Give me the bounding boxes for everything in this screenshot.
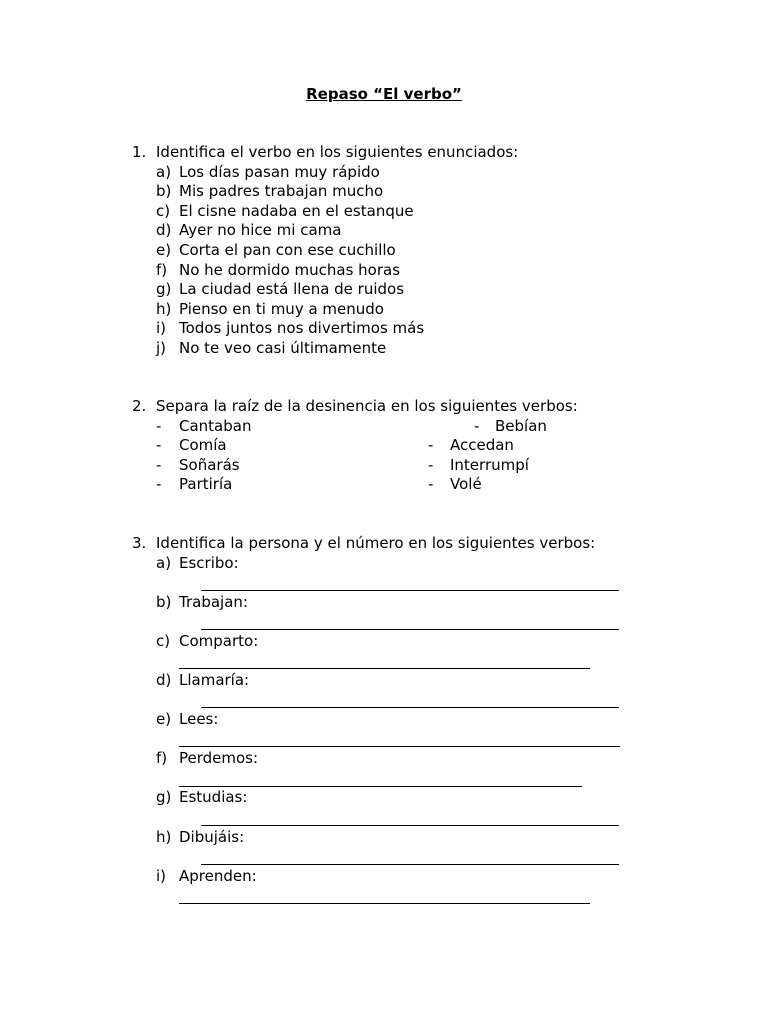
page-title: Repaso “El verbo” xyxy=(306,85,462,103)
bullet-dash: - xyxy=(156,475,162,494)
q1-item-text: No he dormido muchas horas xyxy=(179,260,401,279)
answer-line[interactable] xyxy=(179,668,590,669)
q3-item-text: Aprenden: xyxy=(179,867,257,885)
q1-item-text: Ayer no hice mi cama xyxy=(179,221,342,240)
q1-item-text: La ciudad está llena de ruidos xyxy=(179,280,405,299)
bullet-dash: - xyxy=(156,455,162,474)
q3-item-marker: g) xyxy=(156,788,172,806)
answer-line[interactable] xyxy=(179,746,620,747)
q3-item-b xyxy=(0,593,768,613)
answer-line[interactable] xyxy=(201,629,619,630)
answer-line[interactable] xyxy=(201,864,619,865)
q3-item-marker: f) xyxy=(156,749,168,767)
q2-verb-right: Accedan xyxy=(450,436,514,455)
q1-item-text: El cisne nadaba en el estanque xyxy=(179,201,414,220)
bullet-dash: - xyxy=(428,436,434,455)
q1-item-marker: d) xyxy=(156,221,172,240)
q1-item-e xyxy=(0,241,768,261)
q3-item-d xyxy=(0,671,768,691)
answer-line[interactable] xyxy=(179,786,582,787)
q2-verb-left: Partiría xyxy=(179,475,233,494)
answer-line[interactable] xyxy=(201,825,619,826)
q3-item-e xyxy=(0,710,768,730)
q2-row-4 xyxy=(0,475,768,495)
q2-verb-left: Cantaban xyxy=(179,416,252,435)
bullet-dash: - xyxy=(156,416,162,435)
q1-item-text: Todos juntos nos divertimos más xyxy=(179,319,425,338)
q1-item-text: Los días pasan muy rápido xyxy=(179,162,380,181)
q3-item-text: Escribo: xyxy=(179,554,239,572)
answer-line[interactable] xyxy=(201,590,619,591)
question-2-number: 2. xyxy=(132,397,147,415)
q3-item-text: Perdemos: xyxy=(179,749,259,767)
question-1-prompt: Identifica el verbo en los siguientes enunciados: xyxy=(156,143,519,161)
q1-item-marker: c) xyxy=(156,201,171,220)
q2-row-2 xyxy=(0,436,768,456)
q3-item-text: Comparto: xyxy=(179,632,259,650)
question-2 xyxy=(0,397,768,417)
q1-item-i xyxy=(0,319,768,339)
q2-verb-left: Soñarás xyxy=(179,455,240,474)
question-1-number: 1. xyxy=(132,143,147,161)
q1-item-a xyxy=(0,163,768,183)
q3-item-f xyxy=(0,749,768,769)
q3-item-a xyxy=(0,554,768,574)
q1-item-marker: e) xyxy=(156,241,172,259)
q1-item-b xyxy=(0,182,768,202)
q3-item-text: Trabajan: xyxy=(179,593,248,611)
q3-item-text: Estudias: xyxy=(179,788,248,806)
q1-item-marker: h) xyxy=(156,299,172,318)
q3-item-marker: a) xyxy=(156,554,172,572)
q1-item-d xyxy=(0,221,768,241)
question-2-prompt: Separa la raíz de la desinencia en los siguientes verbos: xyxy=(156,397,578,415)
q1-item-marker: i) xyxy=(156,319,167,338)
q3-item-i xyxy=(0,867,768,887)
question-3-number: 3. xyxy=(132,534,147,552)
q2-verb-left: Comía xyxy=(179,436,227,455)
q2-row-3 xyxy=(0,456,768,476)
question-3-prompt: Identifica la persona y el número en los siguientes verbos: xyxy=(156,534,596,552)
q1-item-text: Pienso en ti muy a menudo xyxy=(179,299,384,318)
question-3 xyxy=(0,534,768,554)
q3-item-text: Lees: xyxy=(179,710,219,728)
q1-item-h xyxy=(0,300,768,320)
q3-item-c xyxy=(0,632,768,652)
q2-row-1 xyxy=(0,417,768,437)
bullet-dash: - xyxy=(428,475,434,494)
question-1 xyxy=(0,143,768,163)
q1-item-f xyxy=(0,261,768,281)
q1-item-text: Corta el pan con ese cuchillo xyxy=(179,241,396,259)
bullet-dash: - xyxy=(428,455,434,474)
q1-item-marker: b) xyxy=(156,182,172,201)
answer-line[interactable] xyxy=(201,707,619,708)
q3-item-g xyxy=(0,788,768,808)
q1-item-marker: f) xyxy=(156,260,168,279)
q3-item-text: Llamaría: xyxy=(179,671,250,689)
q1-item-c xyxy=(0,202,768,222)
q2-verb-right: Interrumpí xyxy=(450,455,529,474)
q2-verb-right: Bebían xyxy=(495,416,547,435)
answer-line[interactable] xyxy=(179,903,590,904)
q1-item-j xyxy=(0,339,768,359)
q3-item-text: Dibujáis: xyxy=(179,828,245,846)
q2-verb-right: Volé xyxy=(450,475,482,494)
q3-item-marker: h) xyxy=(156,828,172,846)
q1-item-marker: g) xyxy=(156,280,172,299)
q1-item-marker: a) xyxy=(156,162,172,181)
q3-item-h xyxy=(0,828,768,848)
bullet-dash: - xyxy=(474,416,480,435)
q3-item-marker: i) xyxy=(156,867,167,885)
q1-item-text: No te veo casi últimamente xyxy=(179,339,387,357)
q1-item-marker: j) xyxy=(156,339,167,357)
q3-item-marker: e) xyxy=(156,710,172,728)
bullet-dash: - xyxy=(156,436,162,455)
q3-item-marker: c) xyxy=(156,632,171,650)
q3-item-marker: d) xyxy=(156,671,172,689)
q1-item-text: Mis padres trabajan mucho xyxy=(179,182,384,201)
q1-item-g xyxy=(0,280,768,300)
q3-item-marker: b) xyxy=(156,593,172,611)
